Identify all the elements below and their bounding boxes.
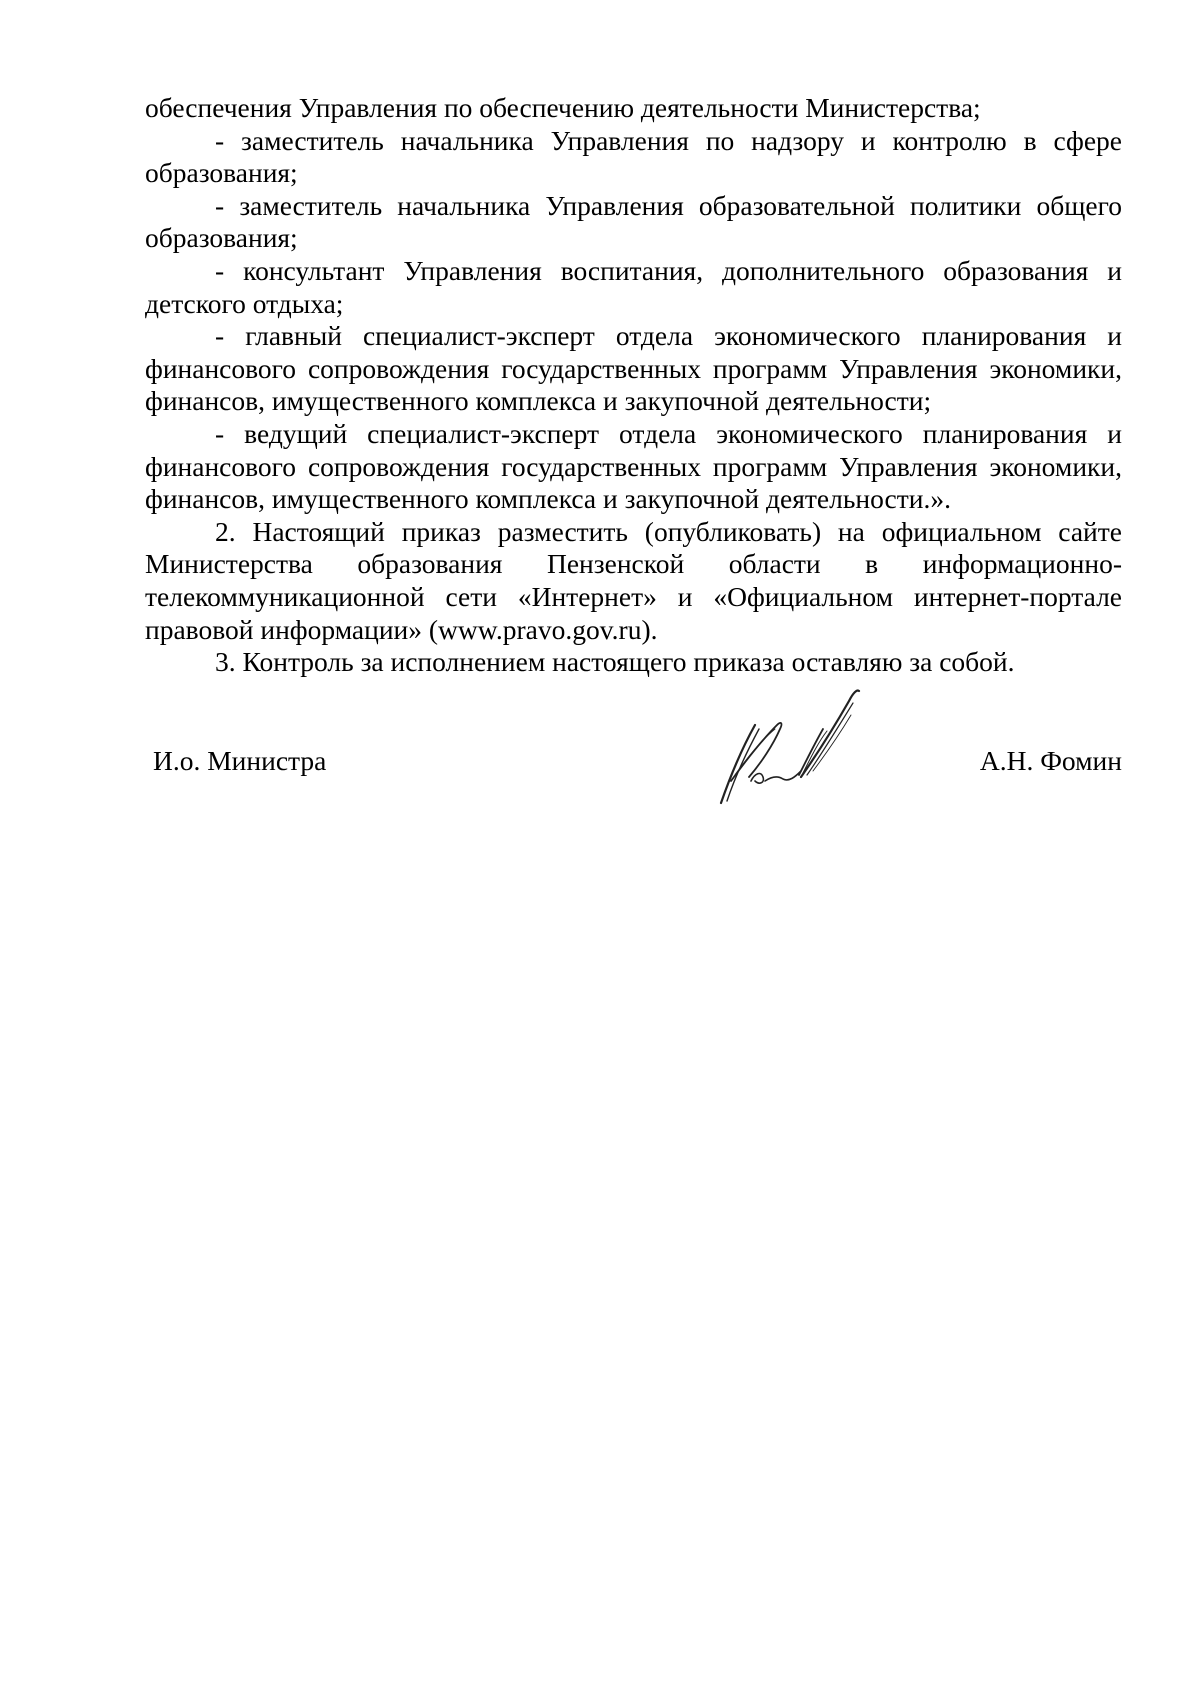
list-item-chief-specialist: - главный специалист-эксперт отдела экономического планирования и финансового сопровождения государственных программ Управления экономики, финансов, имущественного комплекса и закупочной деятельности; [145, 320, 1122, 417]
list-item-consultant: - консультант Управления воспитания, дополнительного образования и детского отдыха; [145, 254, 1122, 319]
clause-control: 3. Контроль за исполнением настоящего приказа оставляю за собой. [215, 646, 1015, 678]
list-item-leading-specialist: - ведущий специалист-эксперт отдела экономического планирования и финансового сопровождения государственных программ Управления экономики, финансов, имущественного комплекса и закупочной деятельности.». [145, 417, 1122, 515]
paragraph-continuation: обеспечения Управления по обеспечению деятельности Министерства; [145, 92, 981, 123]
signature-icon [703, 685, 883, 805]
list-item-deputy-head-general-education: - заместитель начальника Управления образовательной политики общего образования; [145, 189, 1122, 254]
signatory-name: А.Н. Фомин [979, 745, 1122, 776]
signatory-title: И.о. Министра [153, 745, 327, 776]
list-item-deputy-head-supervision: - заместитель начальника Управления по надзору и контролю в сфере образования; [145, 124, 1122, 189]
signature-block [145, 745, 1122, 835]
clause-publication: 2. Настоящий приказ разместить (опубликовать) на официальном сайте Министерства образования Пензенской области в информационно-телекоммуникационной сети «Интернет» и «Официальном интернет-портале правовой информации» (www.pravo.gov.ru). [145, 515, 1122, 645]
document-body [145, 92, 1122, 679]
